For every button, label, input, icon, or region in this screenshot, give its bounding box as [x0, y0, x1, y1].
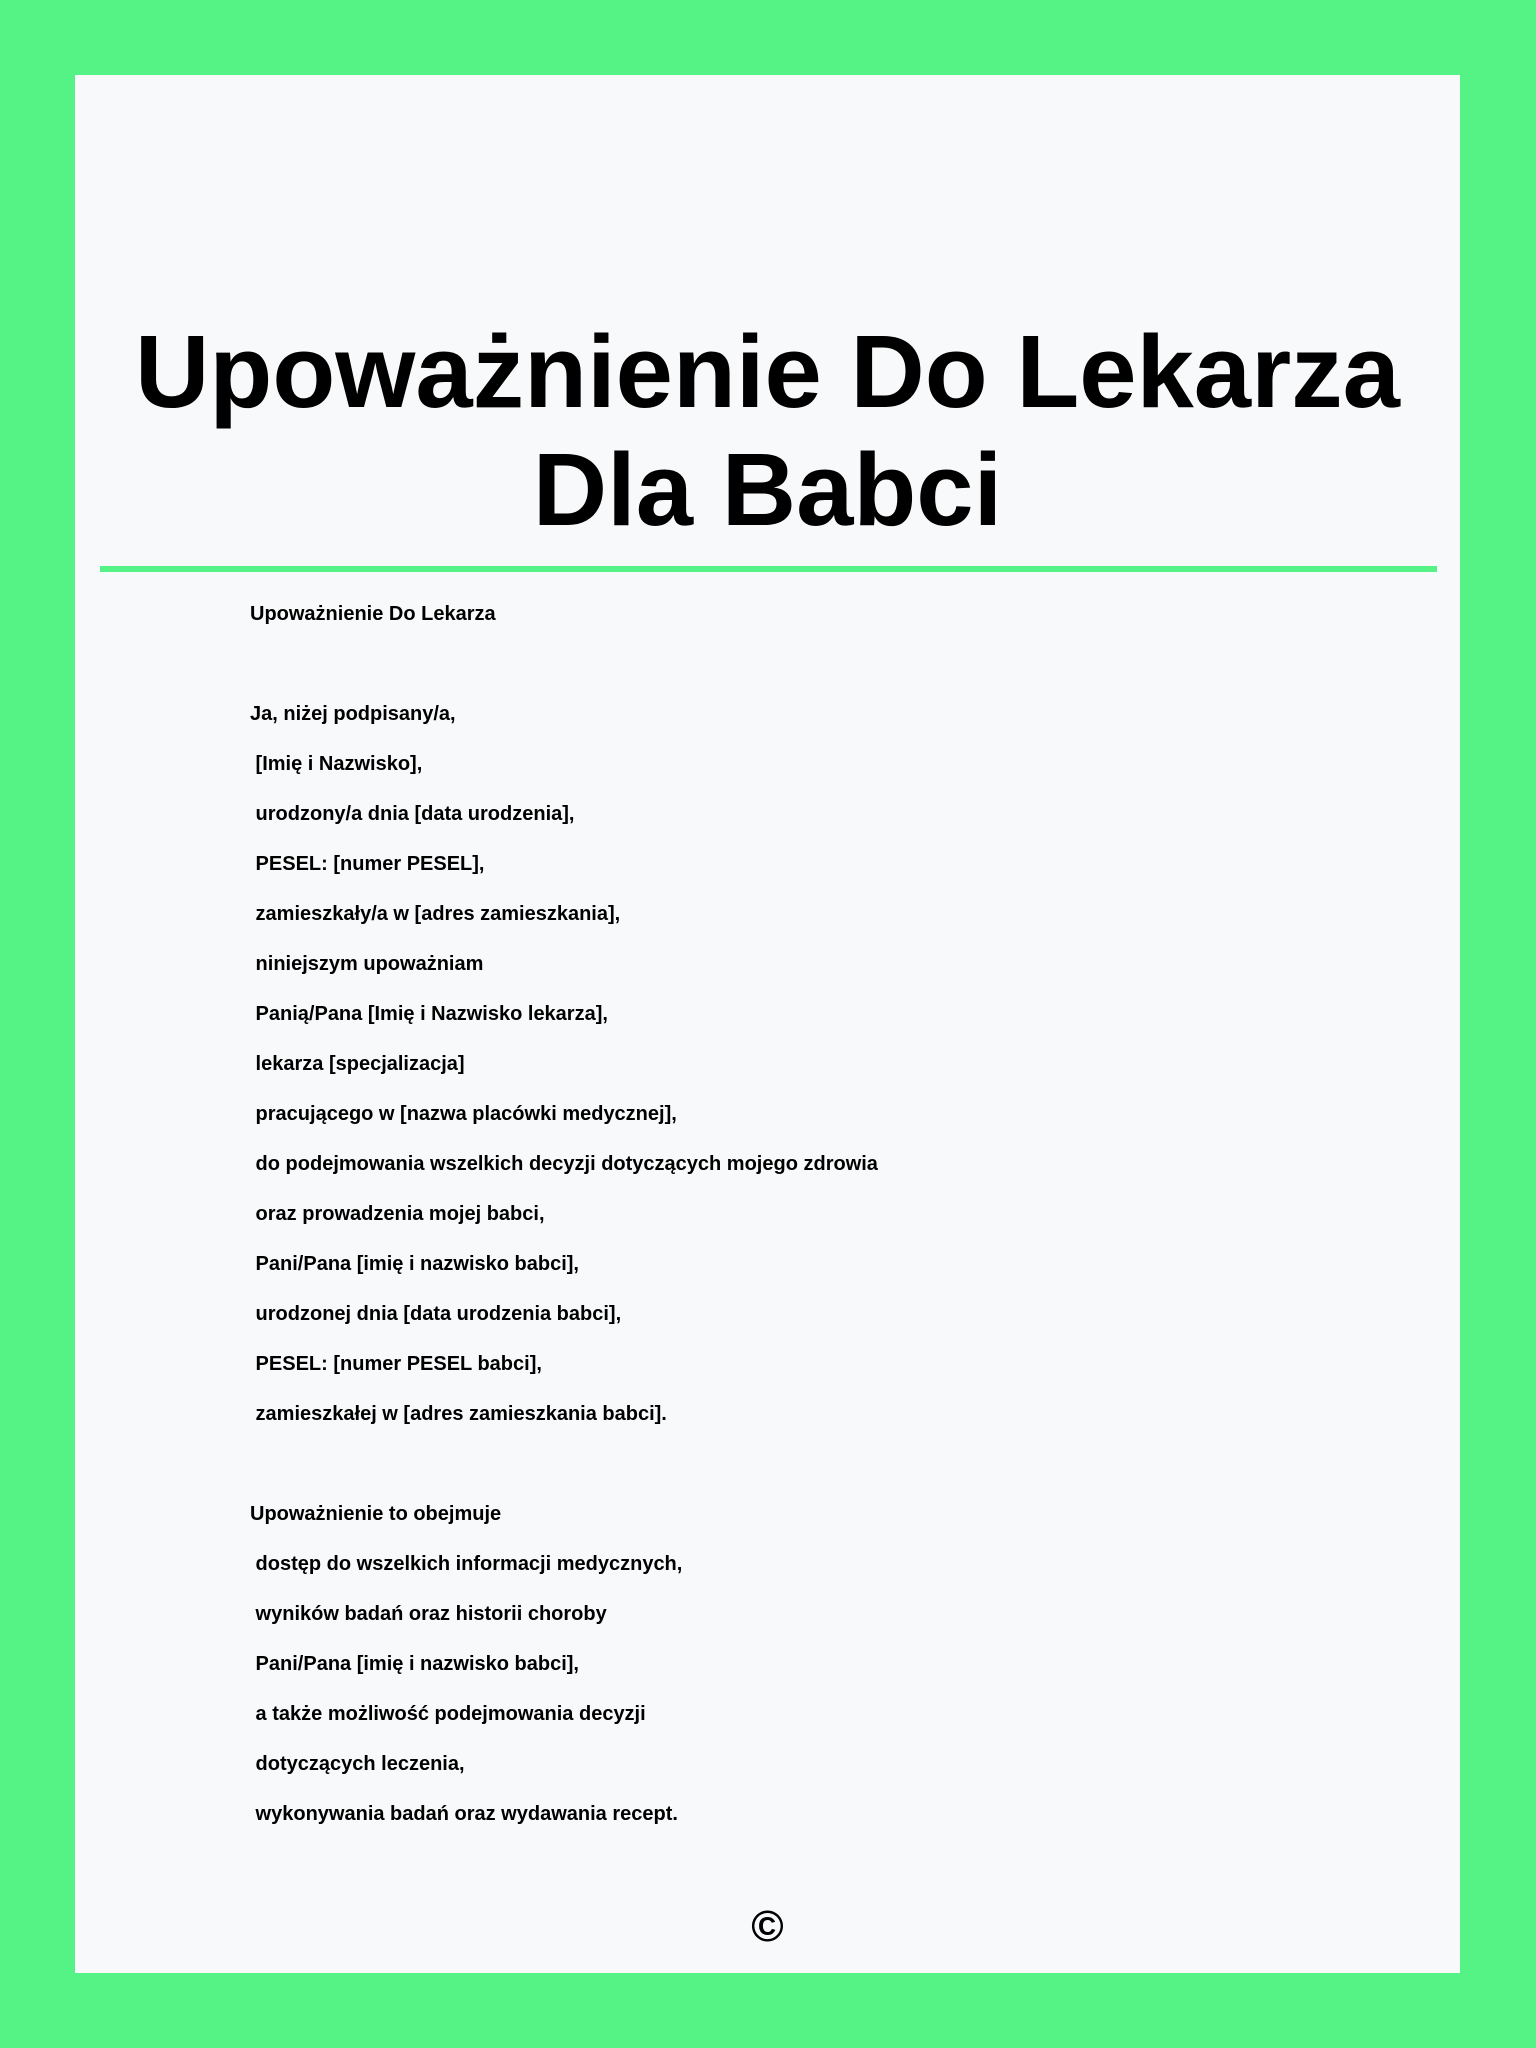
page-title: Upoważnienie Do Lekarza Dla Babci — [135, 314, 1400, 547]
document-line — [250, 1439, 878, 1489]
document-line: Ja, niżej podpisany/a, — [250, 703, 456, 725]
document-line: Upoważnienie Do Lekarza — [250, 603, 496, 625]
document-line — [250, 639, 878, 689]
document-line: Pani/Pana [imię i nazwisko babci], — [250, 1653, 579, 1675]
document-line: Upoważnienie to obejmuje — [250, 1503, 502, 1525]
document-line: urodzonej dnia [data urodzenia babci], — [250, 1303, 622, 1325]
document-line: pracującego w [nazwa placówki medycznej], — [250, 1103, 677, 1125]
title-divider — [100, 566, 1437, 572]
document-line: [Imię i Nazwisko], — [250, 753, 423, 775]
document-line: wyników badań oraz historii choroby — [250, 1603, 607, 1625]
document-line: zamieszkały/a w [adres zamieszkania], — [250, 903, 621, 925]
document-line: Pani/Pana [imię i nazwisko babci], — [250, 1253, 579, 1275]
document-line: lekarza [specjalizacja] — [250, 1053, 465, 1075]
document-line: PESEL: [numer PESEL babci], — [250, 1353, 542, 1375]
document-line: dostęp do wszelkich informacji medycznych, — [250, 1553, 683, 1575]
document-line: zamieszkałej w [adres zamieszkania babci]. — [250, 1403, 667, 1425]
document-line: niniejszym upoważniam — [250, 953, 484, 975]
document-line: dotyczących leczenia, — [250, 1753, 465, 1775]
document-page — [75, 75, 1460, 1973]
document-line: urodzony/a dnia [data urodzenia], — [250, 803, 575, 825]
document-line: Panią/Pana [Imię i Nazwisko lekarza], — [250, 1003, 608, 1025]
document-line: a także możliwość podejmowania decyzji — [250, 1703, 646, 1725]
document-line: PESEL: [numer PESEL], — [250, 853, 485, 875]
document-body — [250, 589, 878, 1839]
document-line: do podejmowania wszelkich decyzji dotyczących mojego zdrowia — [250, 1153, 878, 1175]
document-line: wykonywania badań oraz wydawania recept. — [250, 1803, 678, 1825]
document-line: oraz prowadzenia mojej babci, — [250, 1203, 545, 1225]
copyright-icon: © — [751, 1902, 784, 1951]
